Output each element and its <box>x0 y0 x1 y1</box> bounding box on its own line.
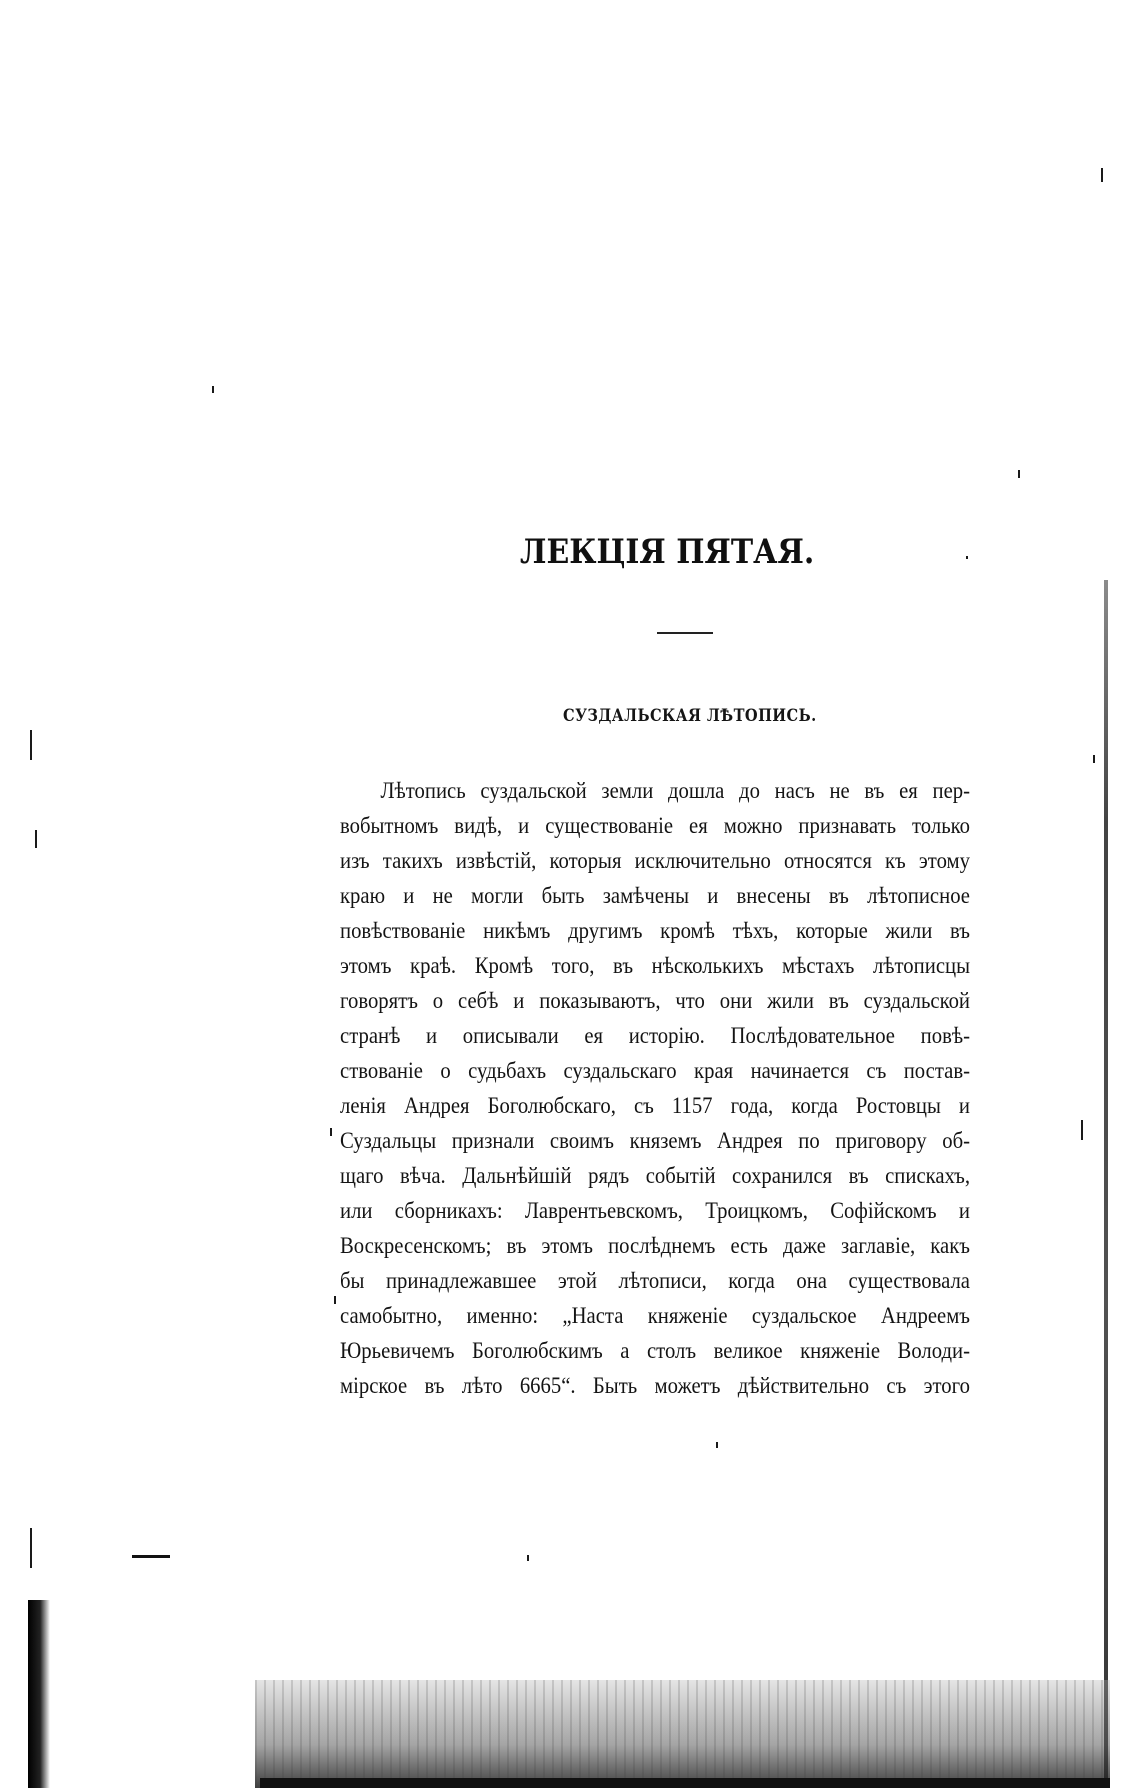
text-line: или сборникахъ: Лаврентьевскомъ, Троицкомъ, Софійскомъ и <box>340 1198 970 1223</box>
scan-speck <box>966 556 968 559</box>
scan-speck <box>30 1528 32 1568</box>
scan-speck <box>1018 470 1020 478</box>
text-line: самобытно, именно: „Наста княженіе суздальское Андреемъ <box>340 1303 970 1328</box>
binding-shadow <box>28 1600 50 1788</box>
scan-speck <box>1093 755 1095 763</box>
scan-mark <box>132 1555 170 1558</box>
scan-speck <box>212 386 214 393</box>
text-line: бы принадлежавшее этой лѣтописи, когда она существовала <box>340 1268 970 1293</box>
text-line: Лѣтопись суздальской земли дошла до насъ не въ ея пер- <box>380 778 970 803</box>
scan-speck <box>1081 1120 1083 1140</box>
scan-speck <box>35 830 37 848</box>
text-line: мірское въ лѣто 6665“. Быть можетъ дѣйствительно съ этого <box>340 1373 970 1398</box>
scan-speck <box>1101 168 1103 182</box>
section-heading: СУЗДАЛЬСКАЯ ЛѢТОПИСЬ. <box>563 706 817 726</box>
scan-speck <box>30 730 32 760</box>
text-line: странѣ и описывали ея исторію. Послѣдовательное повѣ- <box>340 1023 970 1048</box>
page-edge-shadow <box>1104 580 1108 1788</box>
lecture-title: ЛЕКЦІЯ ПЯТАЯ. <box>520 532 815 572</box>
text-line: краю и не могли быть замѣчены и внесены въ лѣтописное <box>340 883 970 908</box>
body-paragraph <box>340 773 1040 1403</box>
text-line: этомъ краѣ. Кромѣ того, въ нѣсколькихъ мѣстахъ лѣтописцы <box>340 953 970 978</box>
text-line: ствованіе о судьбахъ суздальскаго края начинается съ постав- <box>340 1058 970 1083</box>
text-line: говорятъ о себѣ и показываютъ, что они жили въ суздальской <box>340 988 970 1013</box>
scan-speck <box>334 1296 336 1304</box>
scan-bottom-strip <box>260 1778 1110 1788</box>
text-line: изъ такихъ извѣстій, которыя исключительно относятся къ этому <box>340 848 970 873</box>
scan-speck <box>716 1442 718 1448</box>
text-line: вобытномъ видѣ, и существованіе ея можно признавать только <box>340 813 970 838</box>
title-rule <box>657 632 713 634</box>
scan-speck <box>527 1555 529 1561</box>
text-line: ленія Андрея Боголюбскаго, съ 1157 года, когда Ростовцы и <box>340 1093 970 1118</box>
scan-speck <box>330 1128 332 1136</box>
text-line: Воскресенскомъ; въ этомъ послѣднемъ есть даже заглавіе, какъ <box>340 1233 970 1258</box>
text-line: повѣствованіе никѣмъ другимъ кромѣ тѣхъ, которые жили въ <box>340 918 970 943</box>
text-line: Суздальцы признали своимъ княземъ Андрея по приговору об- <box>340 1128 970 1153</box>
text-line: Юрьевичемъ Боголюбскимъ а столъ великое княженіе Володи- <box>340 1338 970 1363</box>
scan-bottom-band <box>255 1680 1110 1788</box>
text-line: щаго вѣча. Дальнѣйшій рядъ событій сохранился въ спискахъ, <box>340 1163 970 1188</box>
